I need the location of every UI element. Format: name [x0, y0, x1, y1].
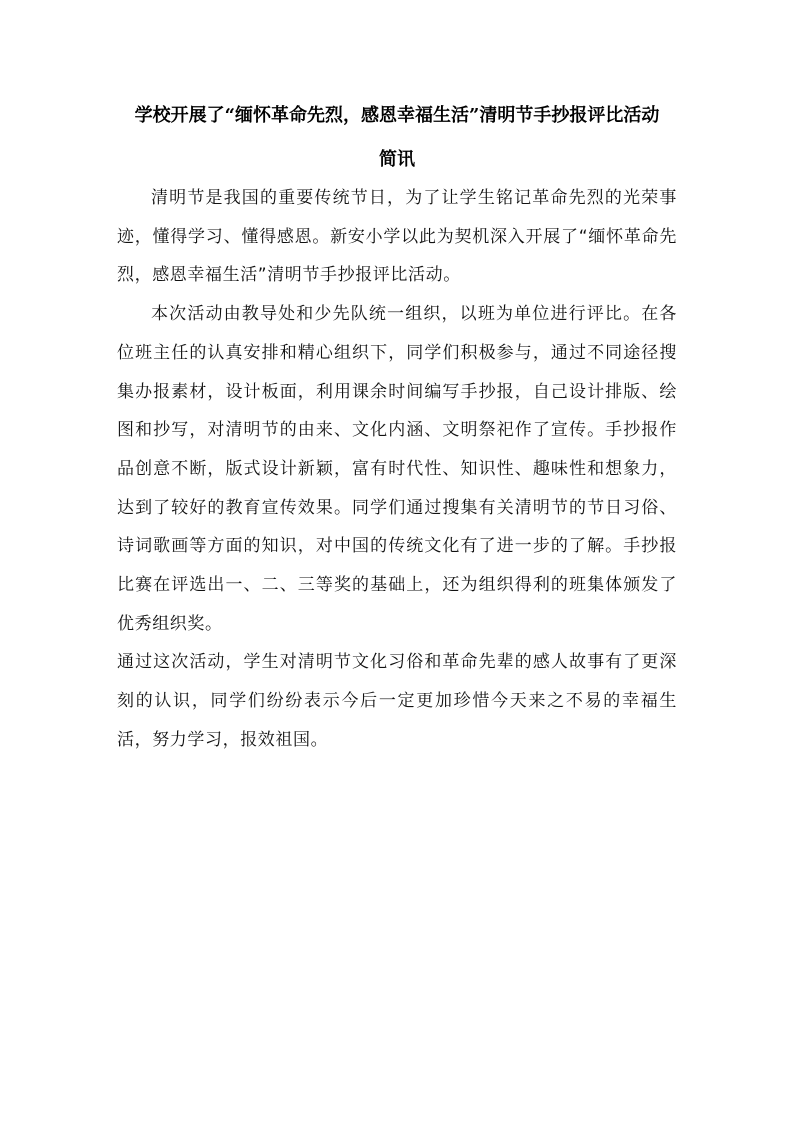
document-body: [117, 179, 677, 760]
document-title: 学校开展了“缅怀革命先烈，感恩幸福生活”清明节手抄报评比活动: [134, 105, 660, 126]
paragraph-intro: 清明节是我国的重要传统节日，为了让学生铭记革命先烈的光荣事迹，懂得学习、懂得感恩。新安小学以此为契机深入开展了“缅怀革命先烈，感恩幸福生活”清明节手抄报评比活动。: [117, 188, 677, 286]
paragraph-conclusion: 通过这次活动，学生对清明节文化习俗和革命先辈的感人故事有了更深刻的认识，同学们纷纷表示今后一定更加珍惜今天来之不易的幸福生活，努力学习，报效祖国。: [117, 652, 677, 750]
document-subtitle: 简讯: [379, 149, 415, 170]
paragraph-activity: 本次活动由教导处和少先队统一组织，以班为单位进行评比。在各位班主任的认真安排和精心组织下，同学们积极参与，通过不同途径搜集办报素材，设计板面，利用课余时间编写手抄报，自己设计排版、绘图和抄写，对清明节的由来、文化内涵、文明祭祀作了宣传。手抄报作品创意不断，版式设计新颖，富有时代性、知识性、趣味性和想象力，达到了较好的教育宣传效果。同学们通过搜集有关清明节的节日习俗、诗词歌画等方面的知识，对中国的传统文化有了进一步的了解。手抄报比赛在评选出一、二、三等奖的基础上，还为组织得利的班集体颁发了优秀组织奖。: [117, 304, 677, 634]
